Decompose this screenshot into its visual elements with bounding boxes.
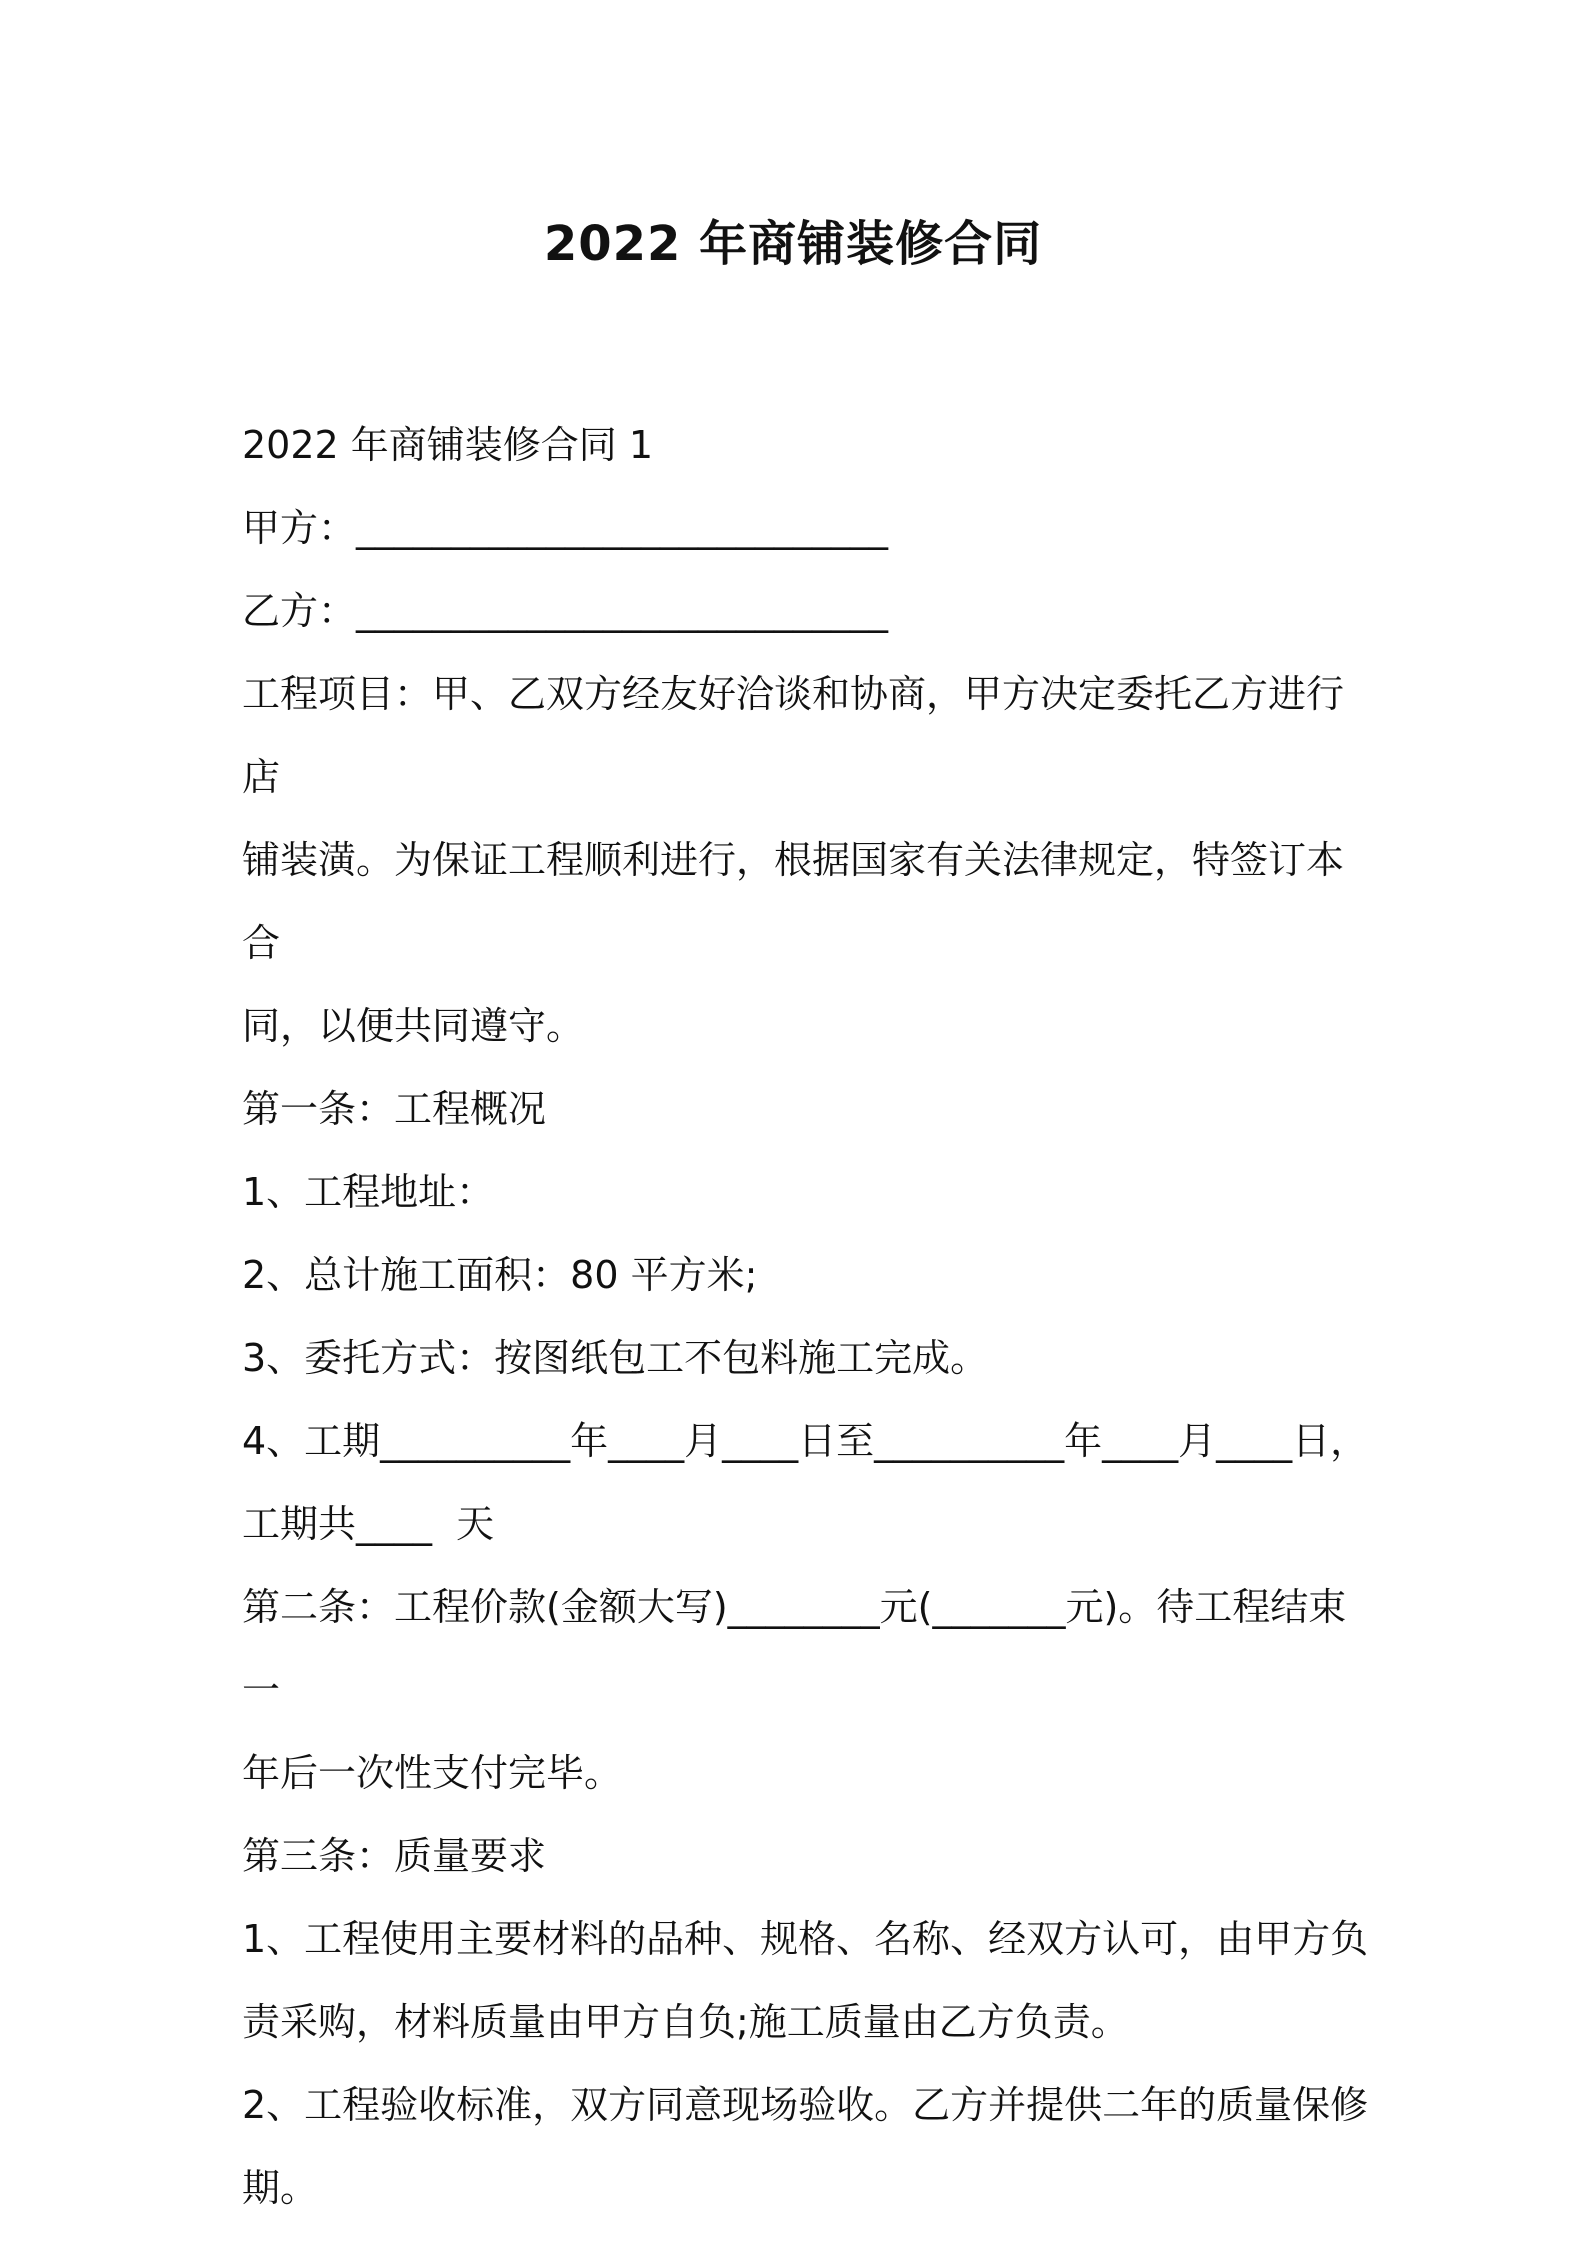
commission-method-item: 3、委托方式：按图纸包工不包料施工完成。 — [242, 1336, 989, 1380]
project-address-item: 1、工程地址： — [242, 1170, 495, 1214]
acceptance-standard-item: 2、工程验收标准，双方同意现场验收。乙方并提供二年的质量保修 期。 — [242, 2083, 1369, 2210]
project-paragraph: 工程项目：甲、乙双方经友好洽谈和协商，甲方决定委托乙方进行店 铺装潢。为保证工程顺利进行，根据国家有关法律规定，特签订本合 同，以便共同遵守。 — [242, 672, 1345, 1048]
party-a-line: 甲方：____________________________ — [242, 506, 889, 550]
construction-area-item: 2、总计施工面积：80 平方米; — [242, 1253, 758, 1297]
document-body — [242, 404, 1372, 2230]
article-three-heading: 第三条：质量要求 — [242, 1834, 547, 1878]
contract-subtitle: 2022 年商铺装修合同 1 — [242, 423, 654, 467]
article-one-heading: 第一条：工程概况 — [242, 1087, 547, 1131]
article-two-payment: 第二条：工程价款(金额大写)________元(_______元)。待工程结束一 年后一次性支付完毕。 — [242, 1585, 1347, 1795]
party-b-line: 乙方：____________________________ — [242, 589, 889, 633]
construction-period-item: 4、工期__________年____月____日至__________年____月____日， 工期共____ 天 — [242, 1419, 1369, 1546]
document-title: 2022 年商铺装修合同 — [543, 216, 1043, 272]
materials-quality-item: 1、工程使用主要材料的品种、规格、名称、经双方认可，由甲方负 责采购，材料质量由甲方自负;施工质量由乙方负责。 — [242, 1917, 1369, 2044]
